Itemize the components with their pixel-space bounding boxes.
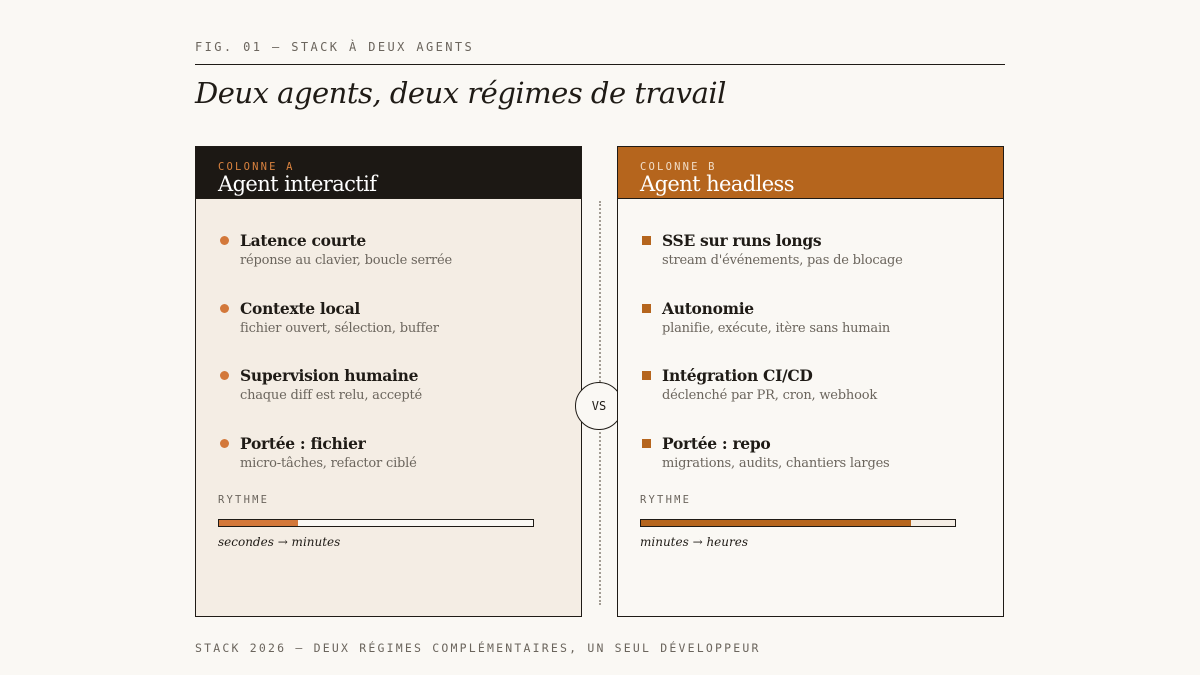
feature-description: réponse au clavier, boucle serrée <box>240 253 452 268</box>
rythme-label: RYTHME <box>640 494 692 506</box>
feature-title: Portée : repo <box>662 433 771 453</box>
feature-title: Supervision humaine <box>240 366 419 385</box>
feature-list <box>640 231 903 501</box>
feature-title: Contexte local <box>240 298 361 318</box>
circle-bullet-icon <box>220 304 229 313</box>
feature-description: migrations, audits, chantiers larges <box>662 455 890 471</box>
feature-item <box>218 299 452 367</box>
card-agent-interactif <box>195 146 582 617</box>
square-bullet-icon <box>642 439 651 448</box>
feature-title: Latence courte <box>240 231 366 250</box>
rythme-bar <box>218 519 534 527</box>
rythme-label: RYTHME <box>218 494 270 506</box>
feature-description: fichier ouvert, sélection, buffer <box>240 320 439 336</box>
rythme-bar <box>640 519 956 527</box>
feature-description: micro-tâches, refactor ciblé <box>240 455 417 471</box>
feature-description: déclenché par PR, cron, webhook <box>662 388 878 403</box>
feature-item <box>218 434 452 502</box>
feature-title: Autonomie <box>662 298 754 318</box>
column-title: Agent interactif <box>218 172 377 196</box>
card-agent-headless <box>617 146 1004 617</box>
rythme-range: secondes → minutes <box>218 535 341 549</box>
vs-badge: VS <box>575 382 623 430</box>
feature-item <box>640 231 903 299</box>
circle-bullet-icon <box>220 371 229 380</box>
feature-title: Portée : fichier <box>240 433 366 453</box>
rythme-bar-fill <box>641 520 911 526</box>
feature-item <box>640 434 903 502</box>
column-title: Agent headless <box>640 172 794 196</box>
feature-title: Intégration CI/CD <box>662 366 813 385</box>
square-bullet-icon <box>642 304 651 313</box>
card-header <box>618 147 1003 199</box>
figure-footer: STACK 2026 — DEUX RÉGIMES COMPLÉMENTAIRES, UN SEUL DÉVELOPPEUR <box>195 641 761 655</box>
feature-item <box>640 366 903 434</box>
feature-description: planifie, exécute, itère sans humain <box>662 320 891 336</box>
square-bullet-icon <box>642 236 651 245</box>
feature-item <box>218 366 452 434</box>
column-tag: COLONNE A <box>218 161 295 173</box>
feature-title: SSE sur runs longs <box>662 231 822 250</box>
feature-item <box>218 231 452 299</box>
feature-item <box>640 299 903 367</box>
feature-description: stream d'événements, pas de blocage <box>662 253 903 268</box>
circle-bullet-icon <box>220 439 229 448</box>
feature-list <box>218 231 452 501</box>
rythme-range: minutes → heures <box>640 535 748 549</box>
header-rule <box>195 64 1005 65</box>
figure-title: Deux agents, deux régimes de travail <box>195 76 726 110</box>
figure-eyebrow: FIG. 01 — STACK À DEUX AGENTS <box>195 40 475 54</box>
circle-bullet-icon <box>220 236 229 245</box>
card-header <box>196 147 581 199</box>
column-tag: COLONNE B <box>640 161 717 173</box>
feature-description: chaque diff est relu, accepté <box>240 388 423 403</box>
rythme-bar-fill <box>219 520 298 526</box>
square-bullet-icon <box>642 371 651 380</box>
